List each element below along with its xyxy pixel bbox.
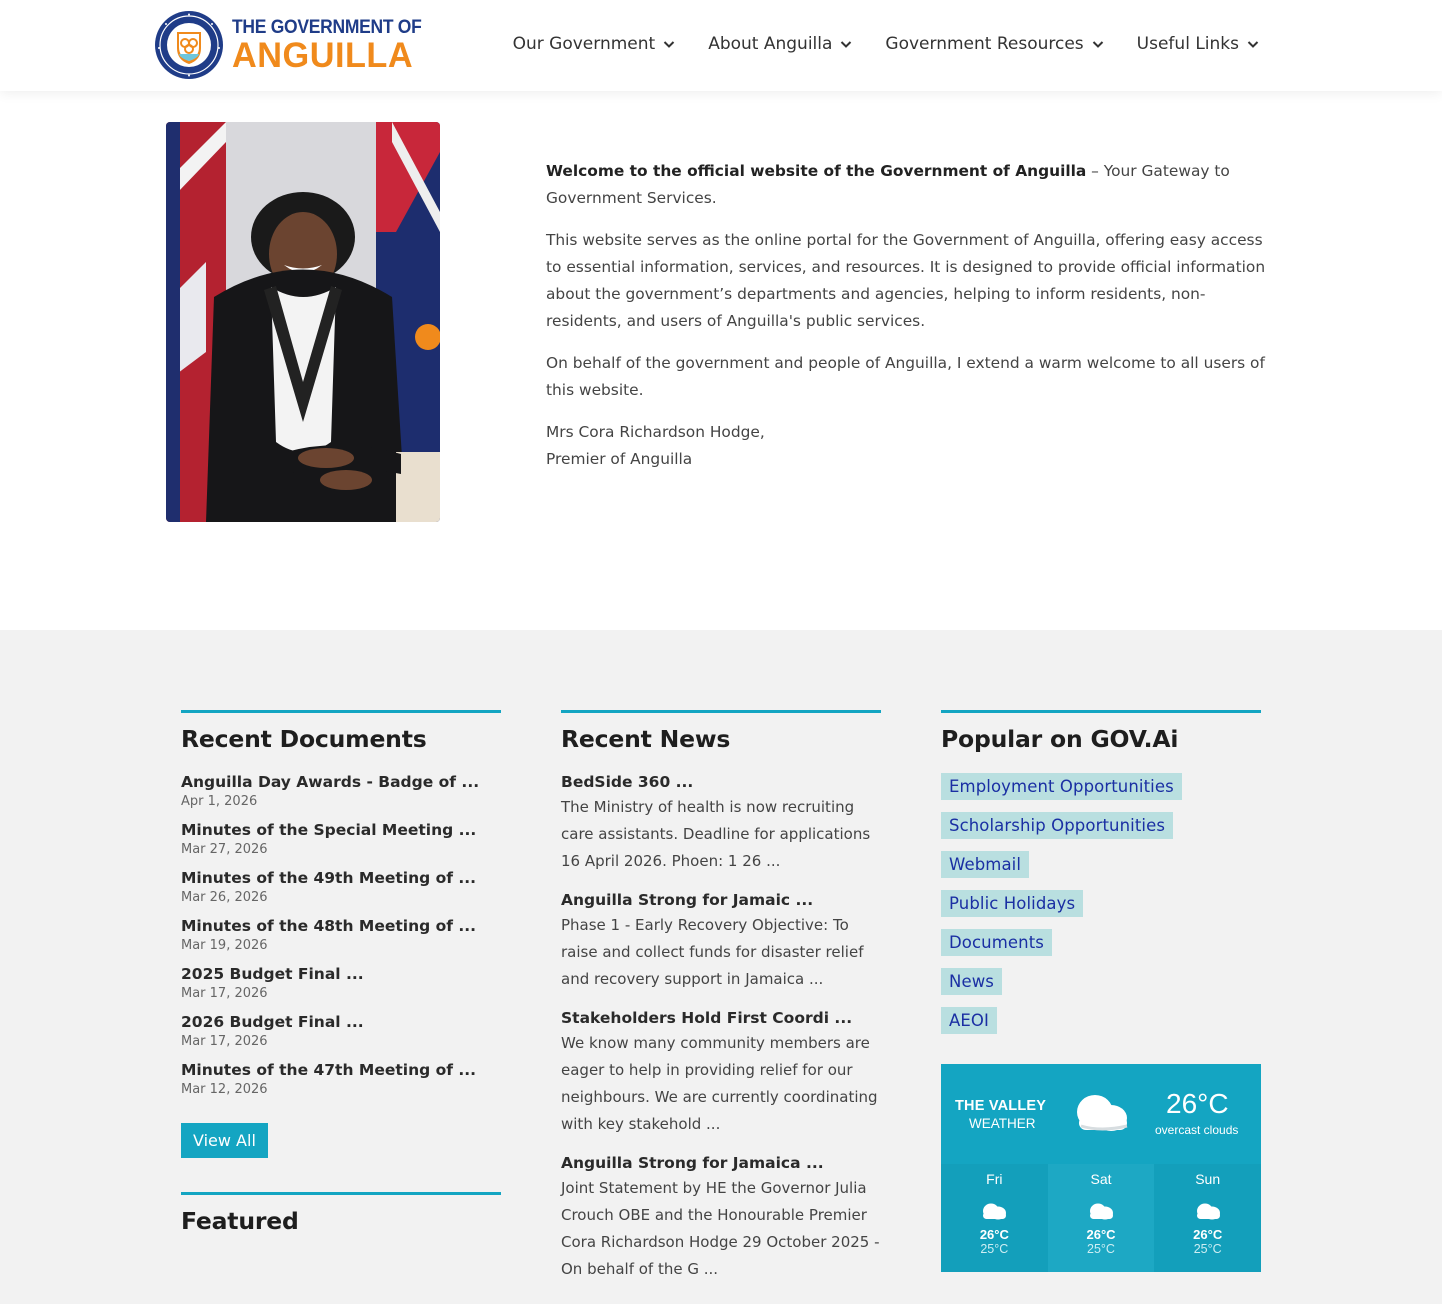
document-date: Mar 19, 2026	[181, 938, 268, 953]
forecast-day	[1154, 1164, 1261, 1272]
nav-our-government[interactable]	[513, 34, 677, 54]
logo-line-2: ANGUILLA	[232, 35, 414, 75]
section-divider	[941, 710, 1261, 713]
news-link[interactable]: Anguilla Strong for Jamaic ...	[561, 891, 814, 909]
news-excerpt: Phase 1 - Early Recovery Objective: To raise and collect funds for disaster relief and recovery support in Jamaica ...	[561, 916, 864, 988]
forecast-day	[941, 1164, 1048, 1272]
news-item	[561, 1154, 881, 1283]
news-excerpt: We know many community members are eager to help in providing relief for our neighbours. We are currently coordinating with key stakehold ...	[561, 1034, 878, 1133]
weather-forecast	[941, 1164, 1261, 1272]
section-divider	[561, 710, 881, 713]
forecast-day	[1048, 1164, 1155, 1272]
news-link[interactable]: Stakeholders Hold First Coordi ...	[561, 1009, 853, 1027]
signature-title: Premier of Anguilla	[546, 450, 693, 468]
weather-description: overcast clouds	[1155, 1123, 1239, 1137]
popular-link-webmail[interactable]: Webmail	[941, 851, 1029, 878]
nav-label: Useful Links	[1136, 34, 1239, 54]
document-date: Mar 26, 2026	[181, 890, 268, 905]
forecast-high: 26°C	[1086, 1227, 1116, 1242]
popular-link-public-holidays[interactable]: Public Holidays	[941, 890, 1083, 917]
recent-documents-title: Recent Documents	[181, 725, 427, 753]
document-date: Mar 17, 2026	[181, 986, 268, 1001]
cloud-icon	[980, 1201, 1008, 1221]
popular-title: Popular on GOV.Ai	[941, 725, 1179, 753]
news-item	[561, 1009, 881, 1138]
content-section	[0, 630, 1442, 1304]
popular-link-scholarship[interactable]: Scholarship Opportunities	[941, 812, 1173, 839]
forecast-high: 26°C	[1193, 1227, 1223, 1242]
welcome-signature	[546, 419, 1276, 473]
popular-links	[941, 710, 1261, 1046]
popular-link-documents[interactable]: Documents	[941, 929, 1052, 956]
weather-city: THE VALLEY	[955, 1098, 1047, 1114]
weather-current-temp: 26°C	[1166, 1088, 1229, 1119]
document-date: Apr 1, 2026	[181, 794, 258, 809]
nav-label: About Anguilla	[708, 34, 833, 54]
site-header	[0, 0, 1442, 91]
nav-useful-links[interactable]	[1137, 34, 1260, 54]
document-item	[181, 869, 501, 905]
welcome-lead-rest: – Your Gateway to Government Services.	[546, 162, 1230, 207]
chevron-down-icon	[839, 37, 853, 51]
document-link[interactable]: Minutes of the Special Meeting ...	[181, 821, 477, 839]
premier-portrait-image	[166, 122, 440, 522]
section-divider	[181, 710, 501, 713]
weather-widget	[941, 1064, 1261, 1272]
document-item	[181, 773, 501, 809]
nav-government-resources[interactable]	[885, 34, 1104, 54]
popular-link-news[interactable]: News	[941, 968, 1002, 995]
document-link[interactable]: Anguilla Day Awards - Badge of ...	[181, 773, 480, 791]
forecast-low: 25°C	[1087, 1242, 1115, 1256]
document-date: Mar 17, 2026	[181, 1034, 268, 1049]
news-link[interactable]: Anguilla Strong for Jamaica ...	[561, 1154, 824, 1172]
document-item	[181, 821, 501, 857]
cloud-icon	[1071, 1090, 1131, 1134]
weather-label: WEATHER	[969, 1116, 1036, 1131]
nav-about-anguilla[interactable]	[708, 34, 853, 54]
welcome-paragraph-3: On behalf of the government and people of Anguilla, I extend a warm welcome to all users of this website.	[546, 354, 1265, 399]
document-link[interactable]: 2025 Budget Final ...	[181, 965, 364, 983]
forecast-low: 25°C	[980, 1242, 1009, 1256]
forecast-high: 26°C	[979, 1227, 1009, 1242]
recent-documents	[181, 710, 501, 1255]
recent-news	[561, 710, 881, 1299]
cloud-icon	[1087, 1201, 1115, 1221]
news-item	[561, 891, 881, 993]
document-date: Mar 27, 2026	[181, 842, 268, 857]
main-nav	[481, 34, 1260, 54]
popular-link-aeoi[interactable]: AEOI	[941, 1007, 997, 1034]
document-item	[181, 917, 501, 953]
welcome-paragraph-2: This website serves as the online portal for the Government of Anguilla, offering easy access to essential information, services, and resources. It is designed to provide official information about the government’s departments and agencies, helping to inform residents, non-residents, and users of Anguilla's public services.	[546, 231, 1266, 330]
news-link[interactable]: BedSide 360 ...	[561, 773, 694, 791]
document-link[interactable]: 2026 Budget Final ...	[181, 1013, 364, 1031]
forecast-day-name: Sun	[1195, 1171, 1221, 1187]
document-item	[181, 1013, 501, 1049]
document-item	[181, 965, 501, 1001]
logo-line-1: THE GOVERNMENT OF	[232, 16, 422, 38]
welcome-message	[546, 158, 1276, 488]
chevron-down-icon	[662, 37, 676, 51]
cloud-icon	[1194, 1201, 1222, 1221]
nav-label: Our Government	[512, 34, 656, 54]
document-item	[181, 1061, 501, 1097]
forecast-day-name: Fri	[986, 1171, 1003, 1187]
chevron-down-icon	[1091, 37, 1105, 51]
featured-title: Featured	[181, 1207, 299, 1235]
site-logo[interactable]	[154, 10, 438, 80]
signature-name: Mrs Cora Richardson Hodge,	[546, 423, 765, 441]
document-link[interactable]: Minutes of the 49th Meeting of ...	[181, 869, 477, 887]
recent-news-title: Recent News	[561, 725, 731, 753]
forecast-low: 25°C	[1193, 1242, 1222, 1256]
document-link[interactable]: Minutes of the 47th Meeting of ...	[181, 1061, 477, 1079]
news-excerpt: The Ministry of health is now recruiting care assistants. Deadline for applications 16 April 2026. Phoen: 1 26 ...	[561, 798, 871, 870]
chevron-down-icon	[1246, 37, 1260, 51]
document-link[interactable]: Minutes of the 48th Meeting of ...	[181, 917, 477, 935]
forecast-day-name: Sat	[1090, 1171, 1112, 1187]
popular-link-employment[interactable]: Employment Opportunities	[941, 773, 1182, 800]
welcome-lead-bold: Welcome to the official website of the Government of Anguilla	[546, 162, 1087, 180]
document-date: Mar 12, 2026	[181, 1082, 268, 1097]
nav-label: Government Resources	[885, 34, 1084, 54]
section-divider	[181, 1192, 501, 1195]
view-all-button[interactable]: View All	[181, 1123, 268, 1158]
welcome-lead	[546, 158, 1276, 212]
government-seal-icon	[154, 10, 224, 80]
news-excerpt: Joint Statement by HE the Governor Julia Crouch OBE and the Honourable Premier Cora Richardson Hodge 29 October 2025 - On behalf of the G ...	[561, 1179, 880, 1278]
news-item	[561, 773, 881, 875]
